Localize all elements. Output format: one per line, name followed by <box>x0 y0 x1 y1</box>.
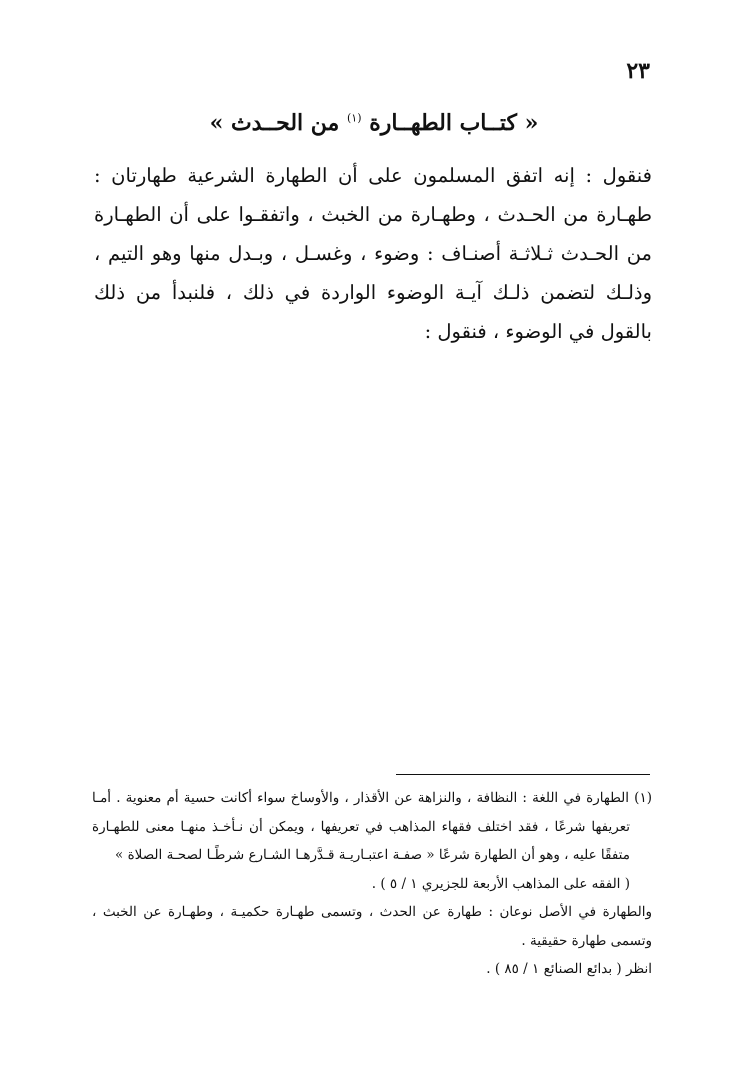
body-paragraph: فنقول : إنه اتفق المسلمون على أن الطهارة الشرعية طهارتان : طهـارة من الحـدث ، وطهـارة من الخبث ، واتفقـوا على أن الطهـارة من الحـدث ثـلاثـة أصنـاف : وضوء ، وغسـل ، وبـدل منها وهو التيم ، وذلـك لتضمن ذلـك آيـة الوضوء الواردة في ذلك ، فلنبدأ من ذلك بالقول في الوضوء ، فنقول : <box>94 164 652 343</box>
chapter-title-start: « كتــاب الطهــارة <box>369 110 539 136</box>
footnote-1-source: ( الفقه على المذاهب الأربعة للجزيري ١ / ٥ ) . <box>371 875 630 892</box>
footnotes <box>92 784 652 984</box>
chapter-title-end: من الحــدث » <box>209 110 340 136</box>
page-number: ٢٣ <box>626 58 650 84</box>
footnote-2-types: والطهارة في الأصل نوعان : طهارة عن الحدث ، وتسمى طهـارة حكميـة ، وطهـارة عن الخبث ، وتسمى طهارة حقيقية . <box>92 904 652 949</box>
footnote-1-definition: (١) الطهارة في اللغة : النظافة ، والنزاهة عن الأقذار ، والأوساخ سواء أكانت حسية أم معنوية . أمـا تعريفها شرعًا ، فقد اختلف فقهاء المذاهب في تعريفها ، ويمكن أن نـأخـذ منهـا معنى للطهـارة متفقًا عليه ، وهو أن الطهارة شرعًا « صفـة اعتبـاريـة قـدَّرهـا الشـارع شرطًـا لصحـة الصلاة » <box>92 790 652 863</box>
chapter-title <box>96 110 652 136</box>
footnote-separator <box>396 774 650 775</box>
footnote-reference: (١) <box>347 111 362 125</box>
main-text <box>94 156 652 351</box>
footnote-2-source: انظر ( بدائع الصنائع ١ / ٨٥ ) . <box>486 961 652 977</box>
